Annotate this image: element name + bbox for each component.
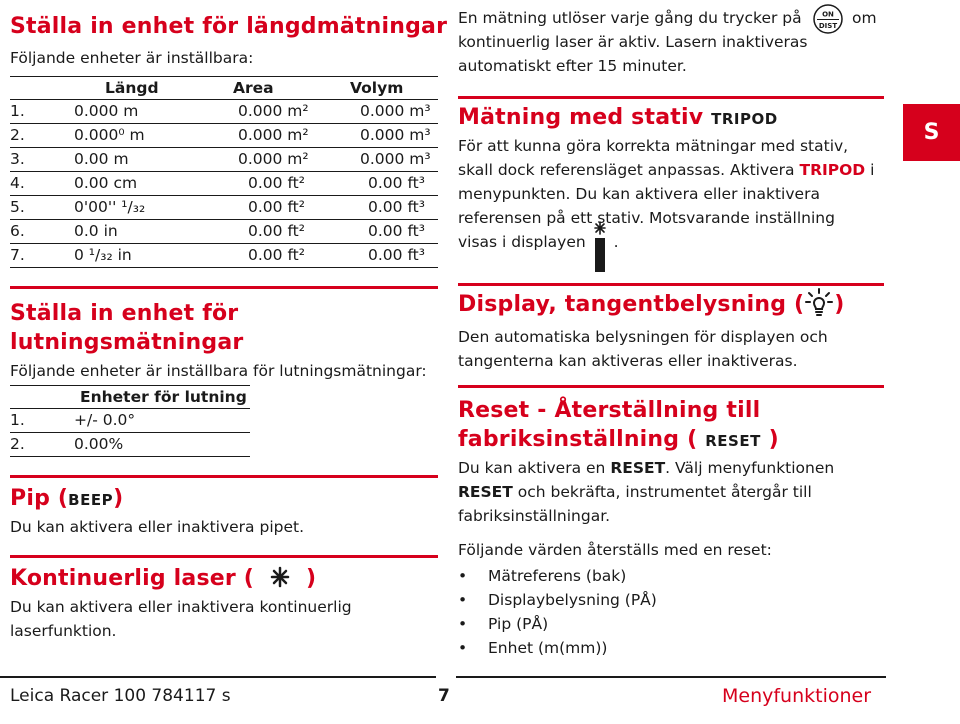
reset-line1-post: . Välj menyfunktionen: [665, 459, 835, 477]
tripod-line4: referensen på ett stativ. Motsvarande inställning: [458, 209, 835, 227]
lightbulb-icon: [804, 288, 834, 318]
heading-slope-units: [10, 299, 243, 357]
reset-line1-pre: Du kan aktivera en: [458, 459, 606, 477]
length-cell: 0.000⁰ m: [74, 126, 145, 144]
laser-intro-paragraph: [458, 6, 888, 78]
on-dist-button-icon: [813, 4, 843, 34]
table-row: [10, 433, 250, 457]
heading-tripod: [458, 103, 778, 134]
table-row: [10, 148, 438, 172]
reset-line4: Följande värden återställs med en reset:: [458, 541, 772, 559]
section-rule: [458, 96, 884, 99]
display-line2: tangenterna kan aktiveras eller inaktiveras.: [458, 352, 798, 370]
reset-description: [458, 456, 888, 562]
heading-slope-units-line2: lutningsmätningar: [10, 330, 244, 355]
heading-laser-prefix: Kontinuerlig laser (: [10, 566, 255, 591]
area-cell: 0.00 ft²: [248, 174, 305, 192]
table-row: [10, 196, 438, 220]
reset-keyword: RESET: [610, 459, 666, 477]
table-row: [10, 220, 438, 244]
laser-icon: [254, 565, 306, 589]
slope-units-table: [10, 385, 250, 457]
section-rule: [10, 475, 438, 478]
tripod-line5: [458, 230, 888, 254]
reset-line1: [458, 456, 888, 480]
heading-display-backlight: [458, 290, 845, 320]
slope-unit-cell: +/- 0.0°: [74, 411, 136, 429]
length-cell: 0.00 cm: [74, 174, 138, 192]
table-header: [10, 76, 438, 100]
reset-line2: [458, 480, 888, 504]
heading-beep-suffix: ): [113, 486, 124, 511]
volume-cell: 0.000 m³: [360, 150, 431, 168]
volume-cell: 0.000 m³: [360, 126, 431, 144]
col-header-area: Area: [233, 79, 274, 97]
heading-beep: [10, 484, 123, 515]
footer-rule: [456, 676, 886, 678]
tripod-display-icon: [591, 230, 609, 254]
row-number: 1.: [10, 102, 25, 120]
tripod-line5-pre: visas i displayen: [458, 233, 586, 251]
row-number: 3.: [10, 150, 25, 168]
length-cell: 0 ¹/₃₂ in: [74, 246, 132, 264]
display-line1: Den automatiska belysningen för displayen och: [458, 328, 828, 346]
length-cell: 0'00'' ¹/₃₂: [74, 198, 146, 216]
area-cell: 0.000 m²: [238, 126, 309, 144]
length-cell: 0.000 m: [74, 102, 139, 120]
table-header: [10, 385, 250, 409]
section-tab: S: [903, 104, 960, 161]
volume-cell: 0.00 ft³: [368, 246, 425, 264]
slope-units-intro: Följande enheter är inställbara för lutningsmätningar:: [10, 362, 427, 380]
volume-cell: 0.000 m³: [360, 102, 431, 120]
footer-doc-id: Leica Racer 100 784117 s: [10, 686, 231, 706]
heading-reset-suffix: ): [768, 427, 779, 452]
reset-line2-post: och bekräfta, instrumentet återgår till: [517, 483, 812, 501]
heading-display-suffix: ): [834, 292, 845, 317]
col-header-volume: Volym: [350, 79, 404, 97]
laser-description-line1: Du kan aktivera eller inaktivera kontinuerlig: [10, 598, 352, 616]
beep-tag: BEEP: [68, 491, 114, 509]
footer-page-number: 7: [438, 686, 450, 706]
intro-line1-pre: En mätning utlöser varje gång du trycker på: [458, 9, 802, 27]
heading-reset-prefix: fabriksinställning (: [458, 427, 698, 452]
area-cell: 0.00 ft²: [248, 222, 305, 240]
heading-reset-line2: [458, 425, 779, 456]
tripod-line5-post: .: [613, 233, 619, 251]
length-units-table: [10, 76, 438, 276]
laser-description: [10, 595, 352, 643]
intro-line1-post: om: [852, 9, 877, 27]
row-number: 4.: [10, 174, 25, 192]
intro-line2: kontinuerlig laser är aktiv. Lasern inaktiveras: [458, 33, 808, 51]
tripod-keyword: TRIPOD: [799, 161, 866, 179]
length-cell: 0.0 in: [74, 222, 118, 240]
table-row: [10, 409, 250, 433]
row-number: 7.: [10, 246, 25, 264]
heading-tripod-text: Mätning med stativ: [458, 105, 704, 130]
row-number: 2.: [10, 126, 25, 144]
volume-cell: 0.00 ft³: [368, 222, 425, 240]
slope-unit-cell: 0.00%: [74, 435, 124, 453]
footer-chapter: Menyfunktioner: [722, 685, 872, 707]
col-header-slope-units: Enheter för lutning: [80, 388, 247, 406]
tripod-line2-post: i: [870, 161, 875, 179]
area-cell: 0.00 ft²: [248, 246, 305, 264]
reset-tag: RESET: [705, 432, 761, 450]
volume-cell: 0.00 ft³: [368, 198, 425, 216]
length-units-intro: Följande enheter är inställbara:: [10, 49, 254, 67]
reset-values-list: [458, 564, 657, 660]
section-rule: [10, 286, 438, 289]
row-number: 5.: [10, 198, 25, 216]
row-number: 6.: [10, 222, 25, 240]
heading-continuous-laser: [10, 564, 316, 593]
tripod-description: [458, 134, 888, 254]
laser-description-line2: laserfunktion.: [10, 622, 117, 640]
heading-length-units: Ställa in enhet för längdmätningar: [10, 14, 448, 39]
intro-line1: [458, 6, 888, 30]
length-cell: 0.00 m: [74, 150, 129, 168]
area-cell: 0.00 ft²: [248, 198, 305, 216]
dist-label: DIST: [818, 22, 838, 30]
list-item: • Pip (PÅ): [458, 612, 657, 636]
list-item: • Displaybelysning (PÅ): [458, 588, 657, 612]
reset-line3: fabriksinställningar.: [458, 507, 611, 525]
tripod-line3: menypunkten. Du kan aktivera eller inaktivera: [458, 185, 820, 203]
list-item: • Mätreferens (bak): [458, 564, 657, 588]
intro-line3: automatiskt efter 15 minuter.: [458, 57, 687, 75]
heading-display-prefix: Display, tangentbelysning (: [458, 292, 805, 317]
table-row: [10, 124, 438, 148]
tripod-line2: [458, 158, 888, 182]
tripod-line1: För att kunna göra korrekta mätningar med stativ,: [458, 137, 849, 155]
heading-reset: [458, 396, 779, 456]
on-label: ON: [822, 10, 834, 19]
table-row: [10, 172, 438, 196]
section-rule: [458, 283, 884, 286]
heading-laser-suffix: ): [306, 566, 317, 591]
list-item: • Enhet (m(mm)): [458, 636, 657, 660]
row-number: 1.: [10, 411, 25, 429]
section-rule: [10, 555, 438, 558]
area-cell: 0.000 m²: [238, 150, 309, 168]
section-rule: [458, 385, 884, 388]
footer-rule: [0, 676, 436, 678]
table-row: [10, 100, 438, 124]
beep-description: Du kan aktivera eller inaktivera pipet.: [10, 518, 305, 536]
heading-beep-prefix: Pip (: [10, 486, 69, 511]
volume-cell: 0.00 ft³: [368, 174, 425, 192]
table-row: [10, 244, 438, 268]
heading-reset-line1: Reset - Återställning till: [458, 398, 761, 423]
reset-keyword: RESET: [458, 483, 513, 501]
display-description: [458, 325, 828, 373]
col-header-length: Längd: [105, 79, 159, 97]
area-cell: 0.000 m²: [238, 102, 309, 120]
tripod-tag: TRIPOD: [711, 110, 778, 128]
tripod-line2-pre: skall dock referensläget anpassas. Aktivera: [458, 161, 795, 179]
heading-slope-units-line1: Ställa in enhet för: [10, 301, 239, 326]
row-number: 2.: [10, 435, 25, 453]
